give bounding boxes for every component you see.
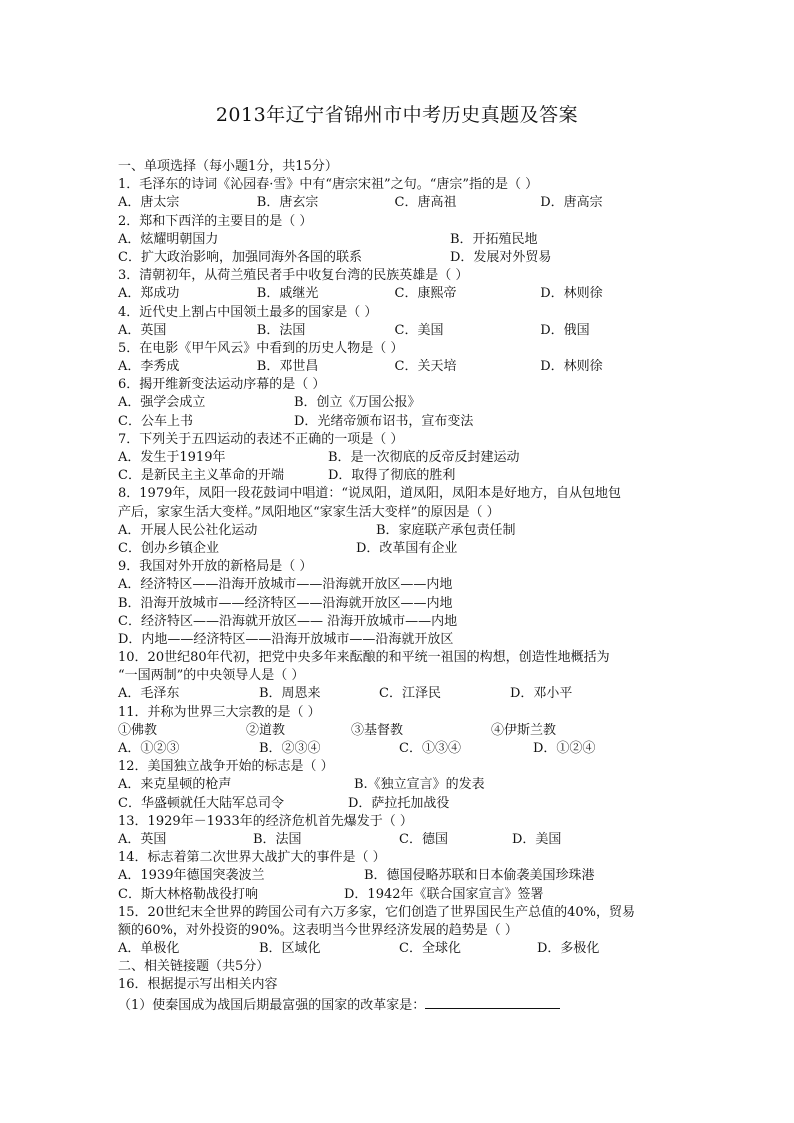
question-2: 2．郑和下西洋的主要目的是（ ） bbox=[118, 213, 313, 229]
question-3: 3．清朝初年，从荷兰殖民者手中收复台湾的民族英雄是（ ） bbox=[118, 268, 469, 284]
question-4-options bbox=[118, 322, 678, 340]
option-b: B．法国 bbox=[253, 831, 302, 847]
option-a: A．经济特区——沿海开放城市——沿海就开放区——内地 bbox=[118, 577, 453, 593]
option-a: A．开展人民公社化运动 bbox=[118, 522, 258, 538]
option-d: D．改革国有企业 bbox=[356, 540, 458, 556]
option-c: C．江泽民 bbox=[379, 686, 441, 702]
option-b: B．②③④ bbox=[259, 741, 321, 756]
option-d: D．1942年《联合国家宣言》签署 bbox=[344, 886, 544, 902]
option-c: C．创办乡镇企业 bbox=[118, 540, 219, 556]
option-b: B．家庭联产承包责任制 bbox=[376, 522, 516, 538]
option-d: D．林则徐 bbox=[540, 359, 603, 375]
option-a: A．炫耀明朝国力 bbox=[118, 231, 219, 247]
question-16: 16．根据提示写出相关内容 bbox=[118, 977, 278, 993]
option-d: D．多极化 bbox=[537, 941, 600, 957]
question-12-options-ab bbox=[118, 776, 678, 794]
question-8-line-1: 8．1979年，凤阳一段花鼓词中唱道：“说凤阳，道凤阳，凤阳本是好地方，自从包地包 bbox=[118, 486, 622, 502]
option-c: C．美国 bbox=[394, 322, 444, 338]
option-c: C．经济特区——沿海就开放区—— 沿海开放城市——内地 bbox=[118, 613, 458, 629]
option-c: C．华盛顿就任大陆军总司令 bbox=[118, 795, 284, 811]
option-d: D．取得了彻底的胜利 bbox=[328, 468, 456, 484]
question-6: 6．揭开维新变法运动序幕的是（ ） bbox=[118, 377, 326, 393]
question-15-line-1: 15．20世纪末全世界的跨国公司有六万多家，它们创造了世界国民生产总值的40%，贸易 bbox=[118, 904, 635, 920]
answer-blank[interactable] bbox=[425, 995, 560, 1009]
option-a: A．来克星顿的枪声 bbox=[118, 777, 232, 793]
question-8-options-cd bbox=[118, 540, 678, 558]
question-16-sub-1 bbox=[118, 995, 678, 1013]
option-a: A．英国 bbox=[118, 831, 167, 847]
question-15-options bbox=[118, 940, 678, 958]
option-a: A．毛泽东 bbox=[118, 686, 180, 702]
question-10-options bbox=[118, 685, 678, 703]
question-12-options-cd bbox=[118, 795, 678, 813]
option-a: A．强学会成立 bbox=[118, 395, 206, 411]
option-d: D．林则徐 bbox=[540, 286, 603, 302]
question-1: 1．毛泽东的诗词《沁园春·雪》中有“唐宗宋祖”之句。“唐宗”指的是（ ） bbox=[118, 177, 539, 193]
option-b: B．邓世昌 bbox=[256, 359, 319, 375]
option-d: D．美国 bbox=[512, 831, 562, 847]
question-2-options-cd bbox=[118, 249, 678, 267]
option-b: B．德国侵略苏联和日本偷袭美国珍珠港 bbox=[364, 868, 595, 884]
option-c: C．关天培 bbox=[394, 359, 457, 375]
option-b: B．沿海开放城市——经济特区——沿海就开放区——内地 bbox=[118, 595, 453, 611]
question-2-options-ab bbox=[118, 231, 678, 249]
question-6-options-cd bbox=[118, 413, 678, 431]
question-7: 7．下列关于五四运动的表述不正确的一项是（ ） bbox=[118, 431, 404, 447]
item-4: ④伊斯兰教 bbox=[491, 722, 557, 738]
option-c: C．斯大林格勒战役打响 bbox=[118, 886, 258, 902]
option-c: C．康熙帝 bbox=[394, 286, 457, 302]
item-3: ③基督教 bbox=[351, 722, 404, 738]
question-7-options-cd bbox=[118, 467, 678, 485]
question-3-options bbox=[118, 285, 678, 303]
option-a: A．1939年德国突袭波兰 bbox=[118, 868, 265, 884]
option-b: B．区域化 bbox=[259, 941, 321, 957]
question-13-options bbox=[118, 831, 678, 849]
option-a: A．英国 bbox=[118, 322, 167, 338]
sub-question-text: （1）使秦国成为战国后期最富强的国家的改革家是： bbox=[118, 997, 426, 1013]
question-5-options bbox=[118, 358, 678, 376]
question-5: 5．在电影《甲午风云》中看到的历史人物是（ ） bbox=[118, 340, 404, 356]
question-9: 9．我国对外开放的新格局是（ ） bbox=[118, 559, 313, 575]
option-d: D．萨拉托加战役 bbox=[348, 795, 450, 811]
item-2: ②道教 bbox=[246, 722, 286, 738]
option-a: A．唐太宗 bbox=[118, 195, 180, 211]
option-c: C．全球化 bbox=[399, 941, 461, 957]
option-b: B．开拓殖民地 bbox=[450, 231, 538, 247]
option-a: A．单极化 bbox=[118, 941, 180, 957]
option-b: B．创立《万国公报》 bbox=[294, 395, 421, 411]
option-a: A．①②③ bbox=[118, 741, 180, 756]
option-d: D．唐高宗 bbox=[540, 195, 603, 211]
question-14: 14．标志着第二次世界大战扩大的事件是（ ） bbox=[118, 850, 386, 866]
question-15-line-2: 额的60%，对外投资的90%。这表明当今世界经济发展的趋势是（ ） bbox=[118, 922, 518, 938]
question-10-line-1: 10．20世纪80年代初，把党中央多年来酝酿的和平统一祖国的构想，创造性地概括为 bbox=[118, 650, 610, 666]
question-8-line-2: 产后，家家生活大变样。”凤阳地区“家家生活大变样”的原因是（ ） bbox=[118, 504, 500, 520]
question-10-line-2: “一国两制”的中央领导人是（ ） bbox=[118, 668, 305, 684]
question-14-options-ab bbox=[118, 867, 678, 885]
question-11-items bbox=[118, 722, 678, 740]
option-a: A．发生于1919年 bbox=[118, 450, 226, 465]
option-b: B．周恩来 bbox=[259, 686, 321, 702]
option-b: B．戚继光 bbox=[256, 286, 319, 302]
option-c: C．是新民主主义革命的开端 bbox=[118, 468, 284, 484]
option-b: B．是一次彻底的反帝反封建运动 bbox=[328, 450, 520, 465]
option-b: B．唐玄宗 bbox=[256, 195, 319, 211]
question-4: 4．近代史上割占中国领土最多的国家是（ ） bbox=[118, 304, 378, 320]
option-d: D．俄国 bbox=[540, 322, 590, 338]
section-heading: 一、单项选择（每小题1分，共15分） bbox=[118, 159, 338, 174]
option-d: D．发展对外贸易 bbox=[450, 249, 552, 265]
page-title: 2013年辽宁省锦州市中考历史真题及答案 bbox=[215, 104, 579, 126]
question-14-options-cd bbox=[118, 886, 678, 904]
option-c: C．德国 bbox=[399, 831, 448, 847]
question-12: 12．美国独立战争开始的标志是（ ） bbox=[118, 759, 334, 775]
option-c: C．唐高祖 bbox=[394, 195, 457, 211]
option-d: D．邓小平 bbox=[510, 686, 573, 702]
question-6-options-ab bbox=[118, 394, 678, 412]
option-d: D．光绪帝颁布诏书，宣布变法 bbox=[294, 413, 474, 429]
option-d: D．内地——经济特区——沿海开放城市——沿海就开放区 bbox=[118, 631, 454, 647]
option-c: C．①③④ bbox=[399, 741, 461, 756]
option-d: D．①②④ bbox=[533, 741, 596, 756]
question-7-options-ab bbox=[118, 449, 678, 467]
option-b: B．法国 bbox=[256, 322, 306, 338]
option-a: A．李秀成 bbox=[118, 359, 180, 375]
question-13: 13．1929年－1933年的经济危机首先爆发于（ ） bbox=[118, 813, 413, 829]
option-a: A．郑成功 bbox=[118, 286, 180, 302]
option-b: B.《独立宣言》的发表 bbox=[354, 777, 485, 793]
question-1-options bbox=[118, 194, 678, 212]
question-11: 11．并称为世界三大宗教的是（ ） bbox=[118, 704, 321, 720]
option-c: C．公车上书 bbox=[118, 413, 193, 429]
question-8-options-ab bbox=[118, 522, 678, 540]
option-c: C．扩大政治影响，加强同海外各国的联系 bbox=[118, 249, 362, 265]
exam-content bbox=[118, 158, 678, 1013]
question-11-options bbox=[118, 740, 678, 758]
item-1: ①佛教 bbox=[118, 722, 158, 738]
section-heading-2: 二、相关链接题（共5分） bbox=[118, 959, 270, 975]
